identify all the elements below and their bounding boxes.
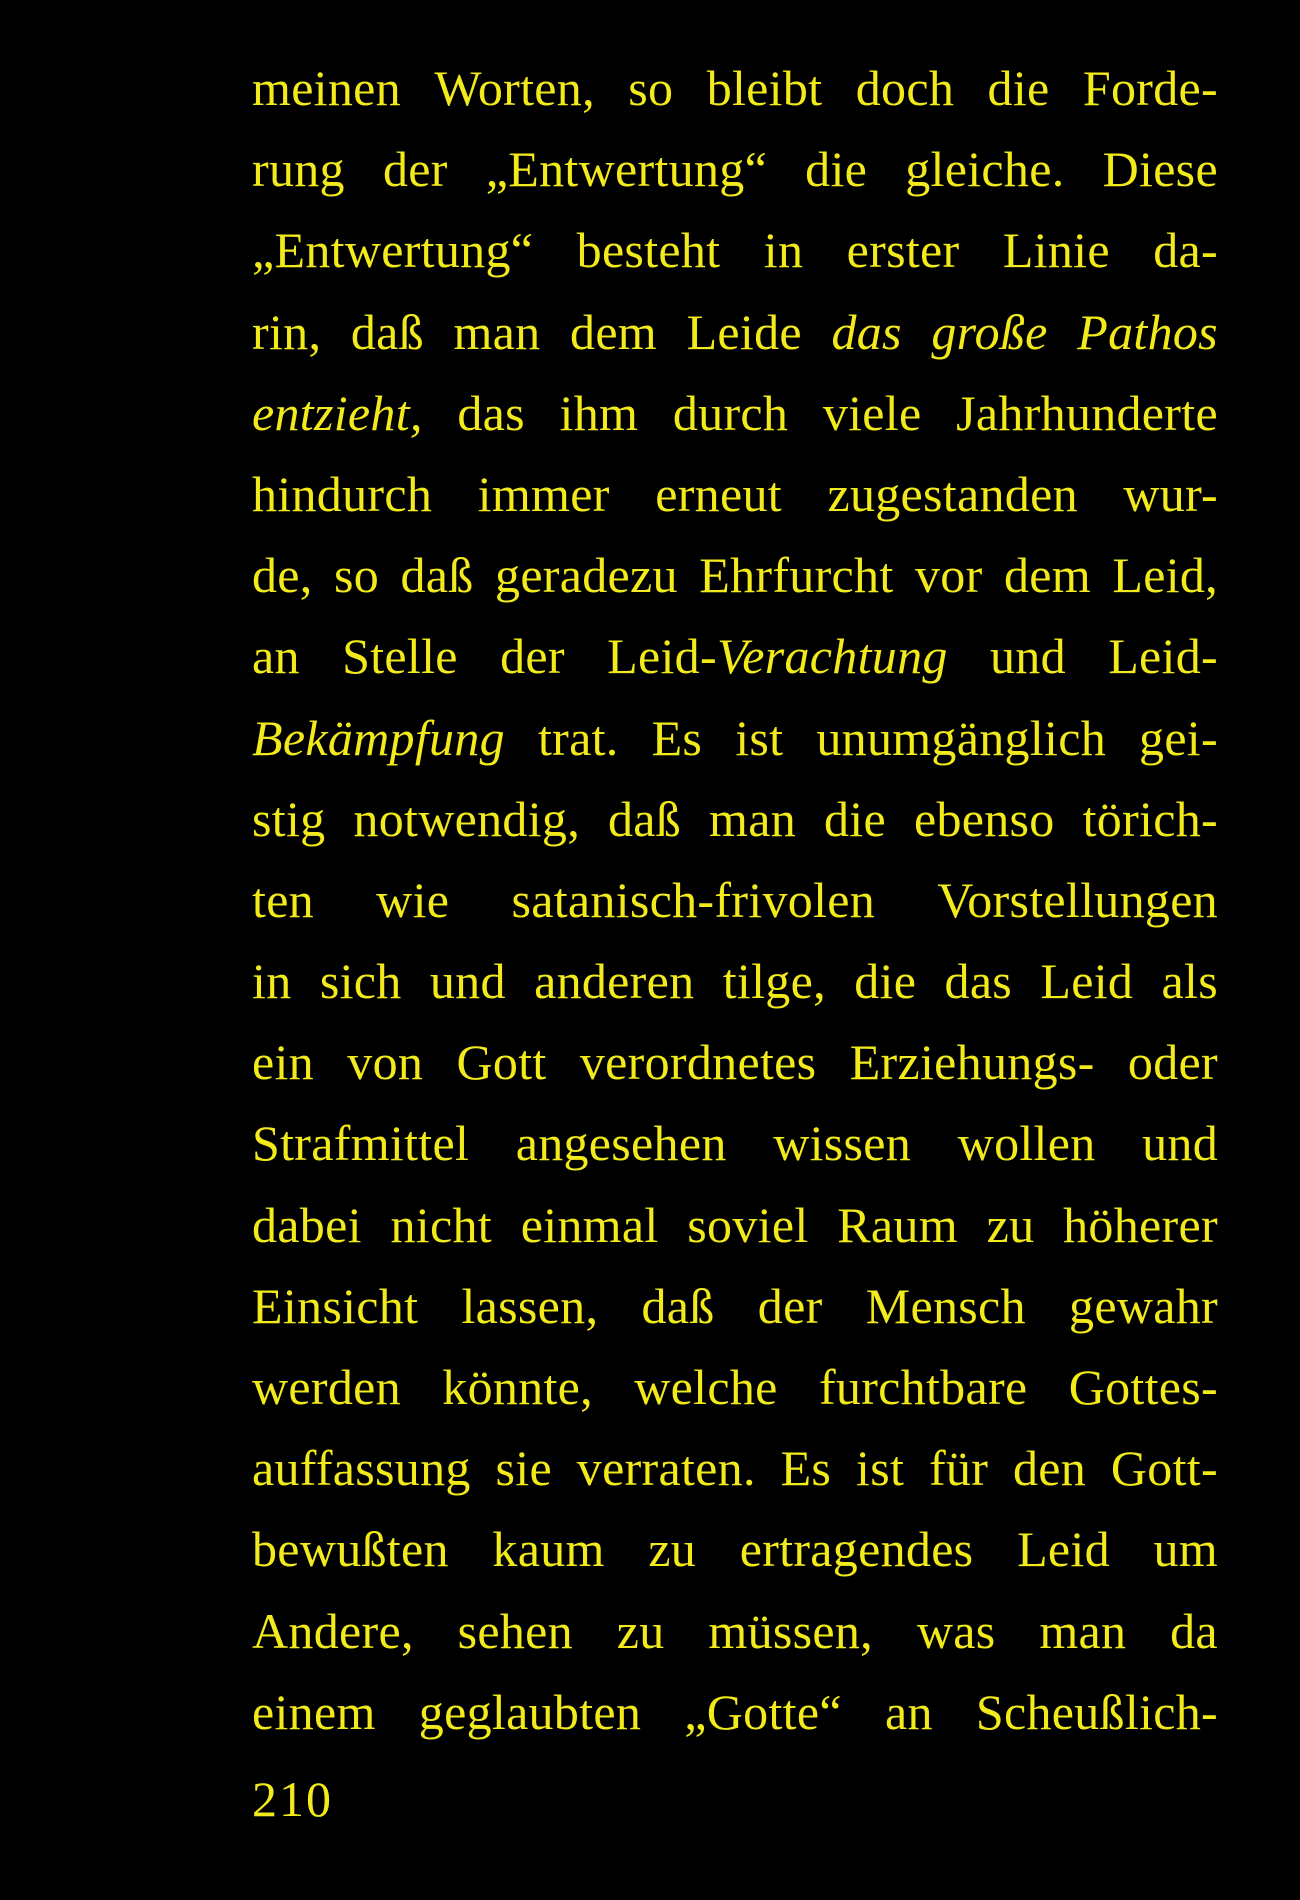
word: man bbox=[709, 790, 797, 847]
italic-word: das bbox=[831, 303, 902, 360]
word: tilge, bbox=[722, 953, 826, 1010]
word: Raum bbox=[837, 1196, 958, 1253]
word: rung bbox=[252, 141, 345, 198]
word: Linie bbox=[1002, 222, 1110, 279]
word: daß bbox=[641, 1277, 715, 1334]
word: wissen bbox=[773, 1115, 912, 1172]
word: geglaubten bbox=[418, 1683, 642, 1740]
word: geradezu bbox=[495, 547, 678, 604]
word: Ehrfurcht bbox=[699, 547, 894, 604]
word: Scheußlich- bbox=[975, 1683, 1218, 1740]
word: de, bbox=[252, 547, 313, 604]
page-number: 210 bbox=[252, 1771, 333, 1827]
word: man bbox=[453, 303, 541, 360]
word: meinen bbox=[252, 60, 401, 116]
word: dem bbox=[570, 303, 657, 360]
word: die bbox=[854, 953, 917, 1010]
word: von bbox=[347, 1034, 424, 1091]
word: gei- bbox=[1139, 709, 1218, 766]
italic-word: große bbox=[931, 303, 1048, 360]
word: zu bbox=[616, 1602, 665, 1659]
word: das bbox=[944, 953, 1013, 1010]
word: müssen, bbox=[708, 1602, 873, 1659]
word: Leid bbox=[1040, 953, 1134, 1010]
word: bleibt bbox=[706, 60, 823, 116]
text-line bbox=[252, 1672, 1218, 1753]
word: trat. bbox=[537, 709, 619, 766]
word: höherer bbox=[1063, 1196, 1218, 1253]
word: „Entwertung“ bbox=[252, 222, 534, 279]
word: lassen, bbox=[461, 1277, 599, 1334]
word: zu bbox=[648, 1521, 697, 1578]
word: Stelle bbox=[342, 628, 458, 685]
word: man bbox=[1039, 1602, 1127, 1659]
word: und bbox=[1142, 1115, 1218, 1172]
word: Es bbox=[651, 709, 703, 766]
word: immer bbox=[477, 465, 610, 522]
text-line bbox=[252, 616, 1218, 697]
italic-word: Bekämpfung bbox=[252, 709, 505, 766]
word: dem bbox=[1003, 547, 1091, 604]
word: ist bbox=[856, 1440, 905, 1497]
word: der bbox=[382, 141, 448, 198]
word: wollen bbox=[957, 1115, 1096, 1172]
word: verordnetes bbox=[579, 1034, 817, 1091]
word: Gott- bbox=[1110, 1440, 1218, 1497]
word: angesehen bbox=[515, 1115, 727, 1172]
word: viele bbox=[822, 384, 922, 441]
word: Leid, bbox=[1112, 547, 1218, 604]
word: der bbox=[757, 1277, 823, 1334]
text-line bbox=[252, 210, 1218, 291]
word: ihm bbox=[559, 384, 639, 441]
text-line bbox=[252, 373, 1218, 454]
word: Leid bbox=[1017, 1521, 1110, 1578]
word: welche bbox=[634, 1359, 778, 1415]
word: Worten, bbox=[434, 60, 595, 116]
text-line bbox=[252, 129, 1218, 210]
word: Strafmittel bbox=[252, 1115, 470, 1172]
word: anderen bbox=[534, 953, 695, 1010]
text-line bbox=[252, 1266, 1218, 1347]
word: Leid- bbox=[607, 628, 717, 685]
word: sehen bbox=[457, 1602, 573, 1659]
word: Forde- bbox=[1082, 60, 1218, 116]
word: törich- bbox=[1082, 790, 1218, 847]
text-line bbox=[252, 1347, 1218, 1428]
word: sie bbox=[495, 1440, 552, 1497]
word: ertragendes bbox=[739, 1521, 974, 1578]
italic-word: entzieht, bbox=[252, 384, 423, 441]
word: Leide bbox=[686, 303, 802, 360]
word: verraten. bbox=[576, 1440, 756, 1497]
word: ebenso bbox=[913, 790, 1055, 847]
word: die bbox=[987, 60, 1050, 116]
word: einmal bbox=[520, 1196, 659, 1253]
word: Gott bbox=[456, 1034, 547, 1091]
joined-word bbox=[607, 616, 948, 697]
word: ein bbox=[252, 1034, 314, 1091]
word: da bbox=[1170, 1602, 1218, 1659]
word: das bbox=[457, 384, 525, 441]
word: zu bbox=[986, 1196, 1035, 1253]
word: so bbox=[628, 60, 674, 116]
word: und bbox=[989, 628, 1066, 685]
word: Erziehungs- bbox=[849, 1034, 1095, 1091]
word: den bbox=[1012, 1440, 1087, 1497]
word: dabei bbox=[252, 1196, 362, 1253]
text-line bbox=[252, 1185, 1218, 1266]
word: wie bbox=[376, 871, 450, 928]
word: Andere, bbox=[252, 1602, 414, 1659]
word: und bbox=[429, 953, 506, 1010]
word: an bbox=[252, 628, 300, 685]
word: hindurch bbox=[252, 465, 433, 522]
text-line bbox=[252, 535, 1218, 616]
word: soviel bbox=[687, 1196, 809, 1253]
word: notwendig, bbox=[353, 790, 581, 847]
text-line bbox=[252, 48, 1218, 129]
word: Leid- bbox=[1108, 628, 1218, 685]
word: unumgänglich bbox=[816, 709, 1107, 766]
word: nicht bbox=[390, 1196, 492, 1253]
word: die bbox=[805, 141, 868, 198]
word: was bbox=[916, 1602, 996, 1659]
word: gewahr bbox=[1069, 1277, 1218, 1334]
word: Jahrhunderte bbox=[956, 384, 1218, 441]
word: an bbox=[884, 1683, 933, 1740]
word: die bbox=[824, 790, 886, 847]
word: stig bbox=[252, 790, 326, 847]
text-line bbox=[252, 698, 1218, 779]
word: doch bbox=[855, 60, 955, 116]
text-line bbox=[252, 779, 1218, 860]
word: erster bbox=[846, 222, 960, 279]
word: kaum bbox=[492, 1521, 605, 1578]
word: daß bbox=[350, 303, 424, 360]
word: daß bbox=[400, 547, 474, 604]
body-text bbox=[252, 48, 1218, 1753]
text-line bbox=[252, 292, 1218, 373]
word: da- bbox=[1153, 222, 1218, 279]
word: könnte, bbox=[442, 1359, 593, 1415]
word: vor bbox=[914, 547, 983, 604]
word: Vorstellungen bbox=[937, 871, 1218, 928]
word: daß bbox=[607, 790, 682, 847]
word: so bbox=[334, 547, 380, 604]
italic-word: Pathos bbox=[1077, 303, 1218, 360]
word: satanisch-frivolen bbox=[511, 871, 876, 928]
word: oder bbox=[1127, 1034, 1218, 1091]
word: in bbox=[252, 953, 292, 1010]
word: besteht bbox=[576, 222, 721, 279]
italic-word: Verachtung bbox=[716, 628, 948, 685]
word: Gottes- bbox=[1068, 1359, 1218, 1415]
word: Diese bbox=[1102, 141, 1218, 198]
word: bewußten bbox=[252, 1521, 449, 1578]
word: Es bbox=[780, 1440, 832, 1497]
text-line bbox=[252, 1428, 1218, 1509]
word: rin, bbox=[252, 303, 322, 360]
text-line bbox=[252, 860, 1218, 941]
word: ten bbox=[252, 871, 314, 928]
text-line bbox=[252, 1509, 1218, 1590]
text-line bbox=[252, 454, 1218, 535]
word: erneut bbox=[655, 465, 782, 522]
word: Einsicht bbox=[252, 1277, 419, 1334]
word: Mensch bbox=[865, 1277, 1026, 1334]
text-line bbox=[252, 1022, 1218, 1103]
word: „Gotte“ bbox=[684, 1683, 842, 1740]
word: für bbox=[928, 1440, 989, 1497]
text-line bbox=[252, 1103, 1218, 1184]
word: auffassung bbox=[252, 1440, 471, 1497]
word: furchtbare bbox=[818, 1359, 1028, 1415]
word: einem bbox=[252, 1683, 376, 1740]
word: um bbox=[1153, 1521, 1218, 1578]
word: in bbox=[763, 222, 804, 279]
word: sich bbox=[319, 953, 402, 1010]
word: ist bbox=[735, 709, 784, 766]
word: gleiche. bbox=[905, 141, 1065, 198]
word: werden bbox=[252, 1359, 401, 1415]
text-line bbox=[252, 941, 1218, 1022]
word: zugestanden bbox=[827, 465, 1078, 522]
word: wur- bbox=[1123, 465, 1218, 522]
word: der bbox=[500, 628, 565, 685]
word: „Entwertung“ bbox=[485, 141, 768, 198]
word: als bbox=[1161, 953, 1218, 1010]
word: durch bbox=[672, 384, 789, 441]
text-line bbox=[252, 1591, 1218, 1672]
